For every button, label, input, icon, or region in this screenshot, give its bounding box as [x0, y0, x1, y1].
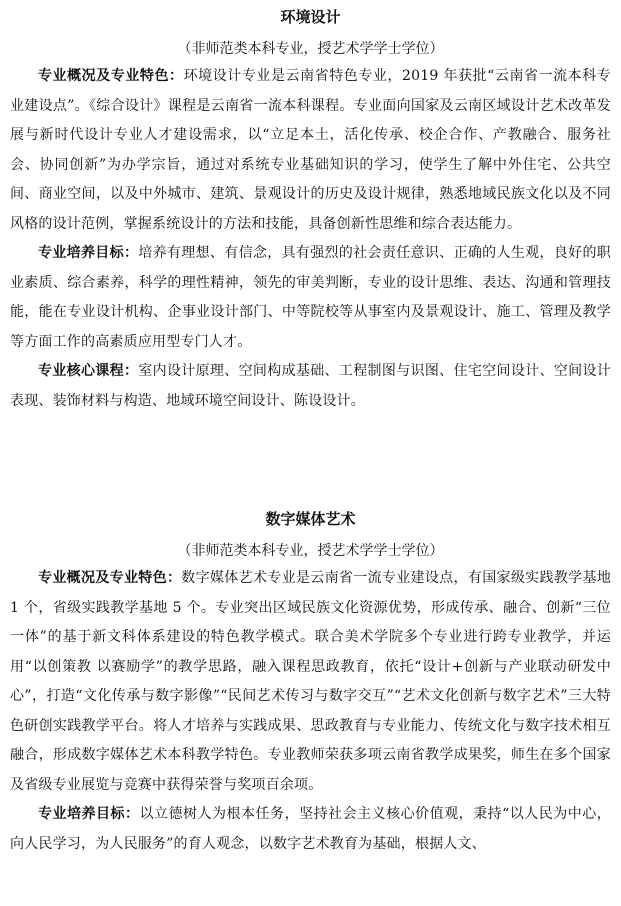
- paragraph-text: 室内设计原理、空间构成基础、工程制图与识图、住宅空间设计、空间设计表现、装饰材料与构造、地域环境空间设计、陈设设计。: [10, 363, 611, 409]
- paragraph-label: 专业概况及专业特色：: [38, 68, 184, 84]
- paragraph-text: 数字媒体艺术专业是云南省一流专业建设点，有国家级实践教学基地 1 个，省级实践教学基地 5 个。专业突出区域民族文化资源优势，形成传承、融合、创新“三位一体”的基于新文科体系建设的特色教学模式。联合美术学院多个专业进行跨专业教学，并运用“以创策教 以赛励学”的教学思路，融入课程思政教育，依托“设计+创新与产业联动研发中心”，打造“文化传承与数字影像”“民间艺术传习与数字交互”“艺术文化创新与数字艺术”三大特色研创实践教学平台。将人才培养与实践成果、思政教育与专业能力、传统文化与数字技术相互融合，形成数字媒体艺术本科教学特色。专业教师荣获多项云南省教学成果奖，师生在多个国家及省级专业展览与竞赛中获得荣誉与奖项百余项。: [10, 570, 612, 793]
- section-digital-media-art: [10, 508, 611, 859]
- paragraph-goal: [10, 800, 611, 859]
- paragraph-overview: [10, 62, 611, 239]
- section-environmental-design: [10, 6, 611, 416]
- paragraph-overview: [10, 564, 611, 800]
- section-subtitle: （非师范类本科专业，授艺术学学士学位）: [177, 543, 444, 559]
- paragraph-text: 环境设计专业是云南省特色专业，2019 年获批“云南省一流本科专业建设点”。《综合设计》课程是云南省一流本科课程。专业面向国家及云南区域设计艺术改革发展与新时代设计专业人才建设需求，以“立足本土，活化传承、校企合作、产教融合、服务社会、协同创新”为办学宗旨，通过对系统专业基础知识的学习，使学生了解中外住宅、公共空间、商业空间，以及中外城市、建筑、景观设计的历史及设计规律，熟悉地域民族文化以及不同风格的设计范例，掌握系统设计的方法和技能，具备创新性思维和综合表达能力。: [10, 68, 612, 232]
- paragraph-goal: [10, 239, 611, 357]
- section-title: 数字媒体艺术: [265, 510, 356, 528]
- paragraph-label: 专业概况及专业特色：: [38, 570, 182, 586]
- section-title: 环境设计: [280, 8, 341, 26]
- paragraph-label: 专业核心课程：: [38, 363, 139, 379]
- paragraph-text: 培养有理想、有信念，具有强烈的社会责任意识、正确的人生观，良好的职业素质、综合素养，科学的理性精神，领先的审美判断，专业的设计思维、表达、沟通和管理技能，能在专业设计机构、企事业设计部门、中等院校等从事室内及景观设计、施工、管理及教学等方面工作的高素质应用型专门人才。: [10, 245, 611, 350]
- paragraph-label: 专业培养目标：: [38, 806, 140, 822]
- paragraph-core-courses: [10, 357, 611, 416]
- paragraph-text: 以立德树人为根本任务，坚持社会主义核心价值观，秉持“以人民为中心，向人民学习，为人民服务”的育人观念，以数字艺术教育为基础，根据人文、: [10, 806, 611, 852]
- paragraph-label: 专业培养目标：: [38, 245, 139, 261]
- section-subtitle: （非师范类本科专业，授艺术学学士学位）: [177, 41, 444, 57]
